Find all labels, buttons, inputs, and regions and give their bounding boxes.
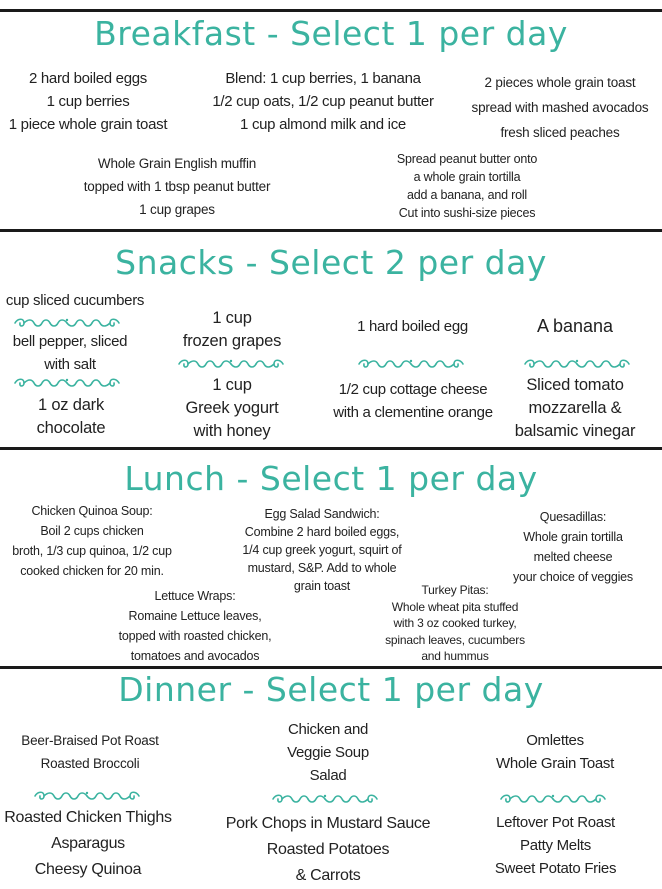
option-line: Whole Grain Toast — [495, 755, 614, 772]
option-line: Roasted Chicken Thighs — [4, 809, 172, 826]
option-line: Boil 2 cups chicken — [40, 524, 144, 538]
snack-option — [162, 374, 302, 443]
option-line: cooked chicken for 20 min. — [20, 564, 164, 578]
option-line: add a banana, and roll — [406, 188, 527, 202]
option-line: Whole Grain English muffin — [97, 156, 257, 171]
option-line: Romaine Lettuce leaves, — [128, 609, 262, 623]
ornamental-flourish-divider-icon — [498, 792, 608, 806]
option-line: Roasted Broccoli — [40, 756, 140, 771]
option-line: Egg Salad Sandwich: — [264, 507, 380, 521]
breakfast-title: Breakfast - Select 1 per day — [94, 14, 568, 53]
ornamental-flourish-divider-icon — [12, 376, 122, 390]
dinner-option — [203, 811, 453, 889]
snack-option — [0, 289, 155, 312]
option-line: Omlettes — [526, 732, 584, 749]
option-line: spinach leaves, cucumbers — [385, 632, 525, 647]
top-rule — [0, 9, 662, 12]
dinner-title: Dinner - Select 1 per day — [118, 670, 544, 709]
snack-option — [0, 330, 150, 376]
snack-option — [505, 314, 645, 338]
option-line: Roasted Potatoes — [266, 841, 390, 858]
option-line: Beer-Braised Pot Roast — [21, 733, 159, 748]
option-line: bell pepper, sliced — [12, 333, 128, 350]
option-line: 1 cup almond milk and ice — [240, 116, 406, 133]
option-line: Quesadillas: — [539, 510, 607, 524]
option-line: Pork Chops in Mustard Sauce — [225, 815, 431, 832]
option-line: with a clementine orange — [333, 404, 493, 421]
option-line: Salad — [309, 767, 347, 784]
lunch-option — [100, 586, 290, 666]
option-line: tomatoes and avocados — [130, 649, 260, 663]
snack-option — [318, 378, 508, 424]
option-line: Sliced tomato — [526, 376, 624, 394]
option-line: mozzarella & — [528, 399, 622, 417]
breakfast-option — [362, 150, 572, 222]
option-line: with 3 oz cooked turkey, — [393, 616, 517, 630]
option-line: Sweet Potato Fries — [494, 860, 617, 877]
breakfast-option — [0, 67, 188, 136]
option-line: Blend: 1 cup berries, 1 banana — [225, 70, 421, 87]
snack-option — [162, 307, 302, 353]
option-line: spread with mashed avocados — [471, 100, 649, 115]
option-line: Spread peanut butter onto — [396, 152, 538, 166]
ornamental-flourish-divider-icon — [176, 357, 286, 371]
dinner-option — [0, 805, 188, 883]
ornamental-flourish-divider-icon — [356, 357, 466, 371]
option-line: 1 cup — [212, 309, 252, 327]
ornamental-flourish-divider-icon — [270, 792, 380, 806]
lunch-option — [483, 507, 662, 587]
ornamental-flourish-divider-icon — [12, 316, 122, 330]
option-line: Cut into sushi-size pieces — [398, 206, 536, 220]
lunch-title: Lunch - Select 1 per day — [124, 459, 538, 498]
option-line: and hummus — [421, 649, 489, 663]
option-line: 1 cup berries — [46, 93, 130, 110]
option-line: a whole grain tortilla — [413, 170, 521, 184]
option-line: fresh sliced peaches — [500, 125, 620, 140]
option-line: topped with roasted chicken, — [118, 629, 272, 643]
snack-option — [320, 315, 505, 338]
option-line: mustard, S&P. Add to whole — [247, 561, 397, 575]
option-line: Cheesy Quinoa — [34, 861, 142, 878]
snack-option — [505, 374, 645, 443]
option-line: 1 cup grapes — [139, 202, 215, 217]
option-line: with salt — [44, 356, 96, 373]
option-line: chocolate — [36, 419, 106, 437]
section-divider-rule — [0, 229, 662, 232]
option-line: 1 hard boiled egg — [357, 318, 468, 335]
option-line: Lettuce Wraps: — [154, 589, 236, 603]
option-line: topped with 1 tbsp peanut butter — [83, 179, 271, 194]
breakfast-option — [62, 152, 292, 221]
option-line: A banana — [536, 316, 614, 336]
option-line: 1/2 cup oats, 1/2 cup peanut butter — [212, 93, 434, 110]
option-line: Whole wheat pita stuffed — [391, 599, 519, 614]
option-line: 1 cup — [212, 376, 252, 394]
option-line: Combine 2 hard boiled eggs, — [244, 525, 400, 539]
lunch-option — [365, 582, 545, 665]
breakfast-option — [203, 67, 443, 136]
lunch-option — [0, 501, 192, 581]
option-line: 2 pieces whole grain toast — [484, 75, 636, 90]
dinner-option — [0, 729, 185, 775]
section-divider-rule — [0, 666, 662, 669]
option-line: Veggie Soup — [287, 744, 369, 761]
option-line: cup sliced cucumbers — [5, 292, 145, 309]
snack-option — [0, 394, 142, 440]
option-line: Asparagus — [51, 835, 125, 852]
option-line: Turkey Pitas: — [421, 583, 489, 597]
option-line: balsamic vinegar — [514, 422, 636, 440]
breakfast-option — [460, 70, 660, 145]
option-line: & Carrots — [295, 867, 361, 884]
option-line: 2 hard boiled eggs — [28, 70, 148, 87]
option-line: 1/2 cup cottage cheese — [338, 381, 488, 398]
dinner-option — [463, 811, 648, 880]
option-line: Patty Melts — [520, 837, 591, 854]
ornamental-flourish-divider-icon — [32, 789, 142, 803]
option-line: Chicken Quinoa Soup: — [31, 504, 153, 518]
snacks-title: Snacks - Select 2 per day — [115, 243, 547, 282]
dinner-option — [243, 718, 413, 787]
option-line: 1 oz dark — [37, 396, 105, 414]
option-line: 1/4 cup greek yogurt, squirt of — [242, 543, 402, 557]
option-line: Whole grain tortilla — [523, 530, 623, 544]
option-line: 1 piece whole grain toast — [8, 116, 168, 133]
section-divider-rule — [0, 447, 662, 450]
ornamental-flourish-divider-icon — [522, 357, 632, 371]
option-line: your choice of veggies — [513, 570, 633, 584]
dinner-option — [465, 729, 645, 775]
option-line: Leftover Pot Roast — [496, 814, 615, 831]
option-line: Chicken and — [287, 721, 369, 738]
option-line: broth, 1/3 cup quinoa, 1/2 cup — [12, 544, 172, 558]
option-line: melted cheese — [533, 550, 613, 564]
option-line: Greek yogurt — [185, 399, 279, 417]
option-line: grain toast — [293, 579, 351, 593]
option-line: frozen grapes — [182, 332, 282, 350]
option-line: with honey — [193, 422, 271, 440]
